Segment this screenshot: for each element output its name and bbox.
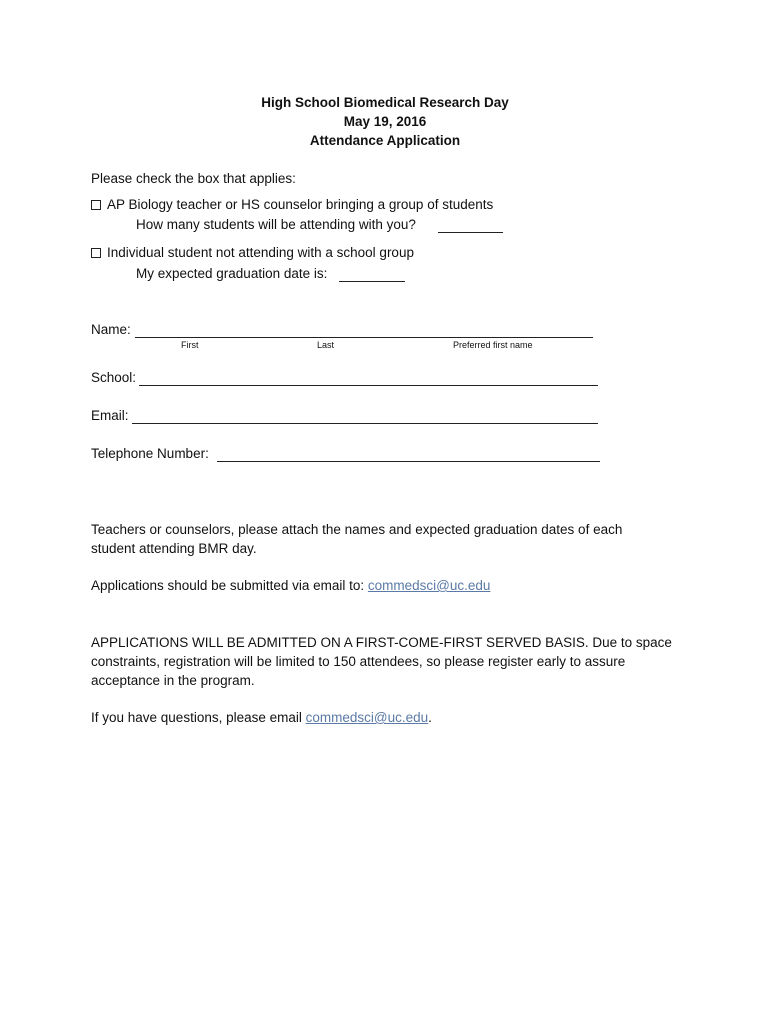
notice-line1: APPLICATIONS WILL BE ADMITTED ON A FIRST-COME-FIRST SERVED BASIS. Due to space: [91, 635, 672, 650]
questions-period: .: [428, 710, 432, 725]
school-field[interactable]: [139, 385, 598, 386]
name-label: Name:: [91, 322, 131, 337]
graduation-date-field[interactable]: [339, 281, 405, 282]
questions-email-link[interactable]: commedsci@uc.edu: [305, 710, 429, 725]
submit-instructions: [91, 578, 490, 593]
attach-instructions-line1: Teachers or counselors, please attach the names and expected graduation dates of each: [91, 522, 623, 537]
submit-text: Applications should be submitted via email to:: [91, 578, 365, 593]
form-title: High School Biomedical Research Day: [261, 95, 509, 110]
name-field[interactable]: [135, 337, 593, 338]
form-subtitle: Attendance Application: [309, 133, 461, 148]
name-last-caption: Last: [317, 340, 335, 350]
attach-instructions-line2: student attending BMR day.: [91, 541, 257, 556]
notice-line2: constraints, registration will be limited to 150 attendees, so please register early to assure: [91, 654, 626, 669]
school-label: School:: [91, 370, 137, 385]
notice-line3: acceptance in the program.: [91, 673, 255, 688]
name-preferred-caption: Preferred first name: [453, 340, 533, 350]
option-individual-label: Individual student not attending with a school group: [107, 245, 414, 260]
email-label: Email:: [91, 408, 129, 423]
questions-text: If you have questions, please email: [91, 710, 302, 725]
questions-contact: [91, 710, 432, 725]
submit-email-link[interactable]: commedsci@uc.edu: [367, 578, 491, 593]
phone-field[interactable]: [217, 461, 600, 462]
event-date: May 19, 2016: [343, 114, 427, 129]
graduation-date-question: My expected graduation date is:: [136, 266, 328, 281]
option-teacher-label: AP Biology teacher or HS counselor bringing a group of students: [107, 197, 494, 212]
email-field[interactable]: [132, 423, 598, 424]
checkbox-teacher[interactable]: [91, 200, 101, 210]
students-count-field[interactable]: [438, 232, 503, 233]
name-first-caption: First: [181, 340, 199, 350]
option-group-individual: [91, 245, 414, 260]
checkbox-individual[interactable]: [91, 248, 101, 258]
option-group-teacher: [91, 197, 493, 212]
phone-label: Telephone Number:: [91, 446, 209, 461]
students-count-question: How many students will be attending with you?: [136, 217, 416, 232]
checkbox-prompt: Please check the box that applies:: [91, 171, 296, 186]
